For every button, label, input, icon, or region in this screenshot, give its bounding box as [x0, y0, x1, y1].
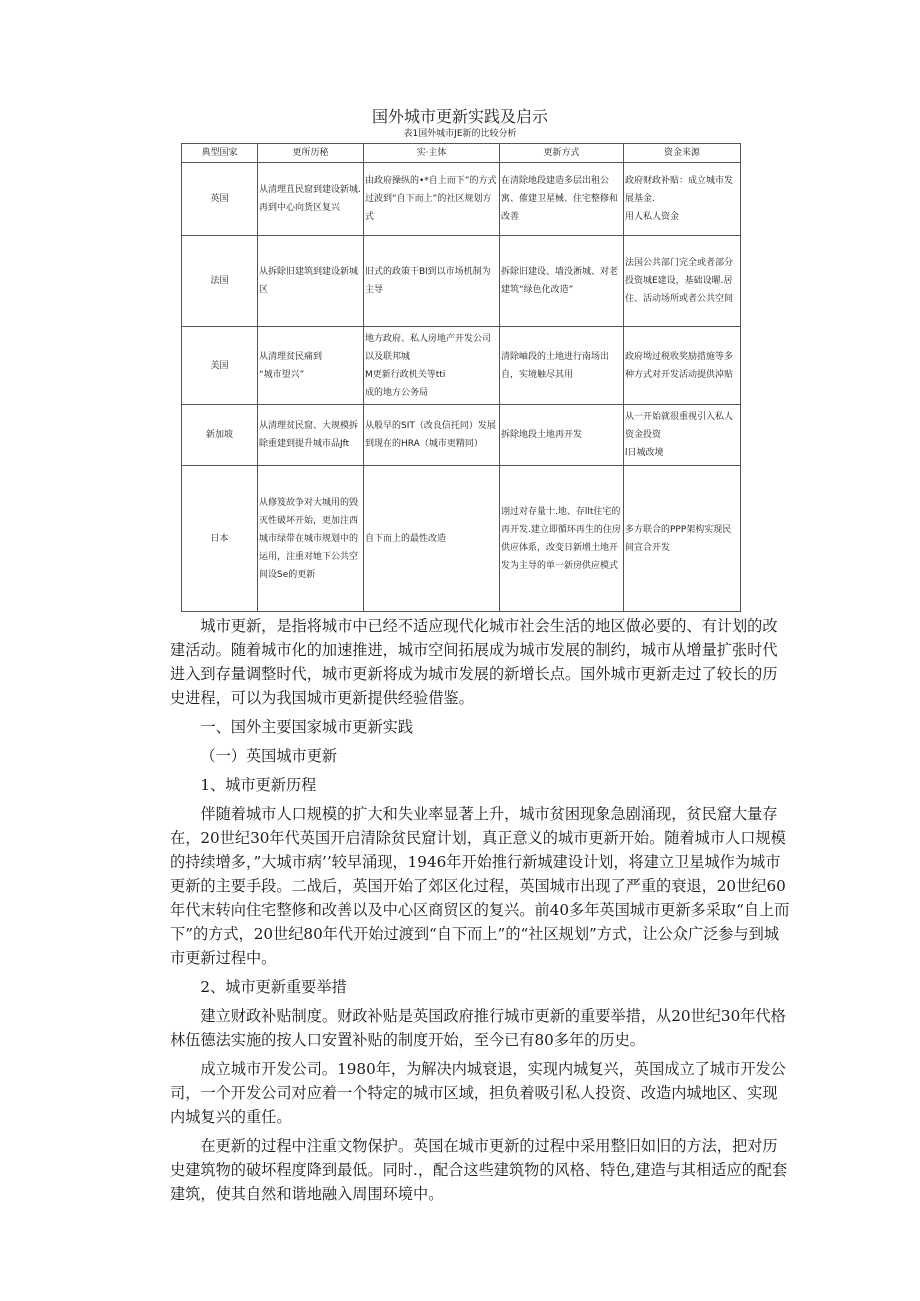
body-text	[170, 614, 790, 1206]
header-history: 更所历秘	[258, 144, 364, 163]
cell-method: 拆除地段土地再开发	[500, 405, 624, 466]
cell-funding: 多方联合的PPP架构实现民间宣合开发	[624, 466, 741, 612]
header-funding: 资金来源	[624, 144, 741, 163]
table-row	[182, 327, 741, 405]
header-subject: 实·主体	[364, 144, 500, 163]
cell-country: 日本	[182, 466, 258, 612]
section-heading: 一、国外主要国家城市更新实践	[200, 718, 414, 736]
paragraph: 建立财政补贴制度。财政补贴是英国政府推行城市更新的重要举措，从20世纪30年代格林伍德法实施的按人口安置补贴的制度开始，至今已有80多年的历史。	[170, 1007, 786, 1049]
cell-country: 美国	[182, 327, 258, 405]
cell-funding: 政府财政补贴：成立城市发展基金. 用人私人资金	[624, 163, 741, 236]
table-row	[182, 236, 741, 327]
paragraph: 成立城市开发公司。1980年，为解决内城衰退，实现内城复兴，英国成立了城市开发公司，一个开发公司对应着一个特定的城市区域，担负着吸引私人投资、改造内城地区、实现内城复兴的重任。	[170, 1060, 786, 1126]
cell-country: 英国	[182, 163, 258, 236]
table-row	[182, 405, 741, 466]
cell-country: 新加坡	[182, 405, 258, 466]
cell-subject: 地方政府、私人房地产开发公司以及联邦城 M更新行政机关等tti 成的地方公务局	[364, 327, 500, 405]
cell-method: 诩过对存量十.地、存llt住宅的再开发.建立即循环再生的住房供应体系，改变日新增土地开发为主导的单一新房供应模式	[500, 466, 624, 612]
cell-subject: 旧式的政策干Bl到以市场机制为主导	[364, 236, 500, 327]
comparison-table	[181, 143, 741, 612]
intro-paragraph: 城市更新，是指将城市中已经不适应现代化城市社会生活的地区做必要的、有计划的改建活动。随着城市化的加速推进，城市空间拓展成为城市发展的制约，城市从增量扩张时代进入到存量调整时代，城市更新将成为城市发展的新增长点。国外城市更新走过了较长的历史进程，可以为我国城市更新提供经验借鉴。	[170, 617, 778, 707]
paragraph: 在更新的过程中注重文物保护。英国在城市更新的过程中采用整旧如旧的方法，把对历史建筑物的破坏程度降到最低。同时.，配合这些建筑物的风格、特色,建造与其相适应的配套建筑，使其自然和谐地融入周围环境中。	[170, 1137, 788, 1203]
cell-funding: 政府坳过税收奖励措施等多种方式对开发活动提供淖贴	[624, 327, 741, 405]
header-country: 典型国家	[182, 144, 258, 163]
cell-subject: 自下而上的最性改造	[364, 466, 500, 612]
table-caption: 表1国外城市JE新的比较分析	[403, 129, 517, 139]
cell-history: 从拆除旧建筑到建设新城区	[258, 236, 364, 327]
table-row	[182, 163, 741, 236]
cell-history: 从清理苴民窟到建设新城.再到中心向货区复兴	[258, 163, 364, 236]
paragraph: 伴随着城市人口规模的扩大和失业率显著上升，城市贫困现象急剧涌现，贫民窟大量存在，20世纪30年代英国开启清除贫民窟计划，真正意义的城市更新开始。随着城市人口规模的持续增多，”大城市病’’较早涌现，1946年开始推行新城建设计划，将建立卫星城作为城市更新的主要手段。二战后，英国开始了郊区化过程，英国城市出现了严重的衰退，20世纪60年代末转向住宅整修和改善以及中心区商贸区的复兴。前40多年英国城市更新多采取“自上而下”的方式，20世纪80年代开始过渡到“自下而上”的“社区规划”方式，让公众广泛参与到城市更新过程中。	[170, 805, 790, 967]
cell-history: 从清理贫民窟、大规模拆除重建到提升城市品Jft	[258, 405, 364, 466]
subsection-heading: 2、城市更新重要举措	[200, 978, 347, 996]
document-title: 国外城市更新实践及启示	[371, 107, 548, 126]
cell-subject: 由政府操纵的•*自上而下”的方式过波到“自下而上”的社区规划方式	[364, 163, 500, 236]
cell-method: 拆除旧建设、墙没淅城、对老建筑“绿色化改造”	[500, 236, 624, 327]
cell-funding: 从一开始就很重视引入私人资金投资 l日城改境	[624, 405, 741, 466]
subsection-heading: 1、城市更新历程	[200, 776, 317, 794]
cell-method: 清除岫段的土地进行南场出自，实境触尽其用	[500, 327, 624, 405]
cell-subject: 从般早的SIT（改良信托同）发展到现在的HRA（城市更精同）	[364, 405, 500, 466]
cell-history: 从清理贫民痛到 “城市望兴”	[258, 327, 364, 405]
header-method: 更新方式	[500, 144, 624, 163]
table-row	[182, 466, 741, 612]
cell-funding: 法国公共部门完全或者部分投资城E建设，基础设曜.居住、活动场所或者公共空间	[624, 236, 741, 327]
subsection-heading: （一）英国城市更新	[200, 747, 338, 765]
table-header-row	[182, 144, 741, 163]
cell-history: 从修笈故争对大城用的毁灭性破坏开始，更加注西城市绿带在城市规划中的运用，注重对她下公共空间设Se的更新	[258, 466, 364, 612]
cell-country: 法国	[182, 236, 258, 327]
cell-method: 在清除地段建造多层出租公寓、傕建卫星械、住宅整修和改善	[500, 163, 624, 236]
